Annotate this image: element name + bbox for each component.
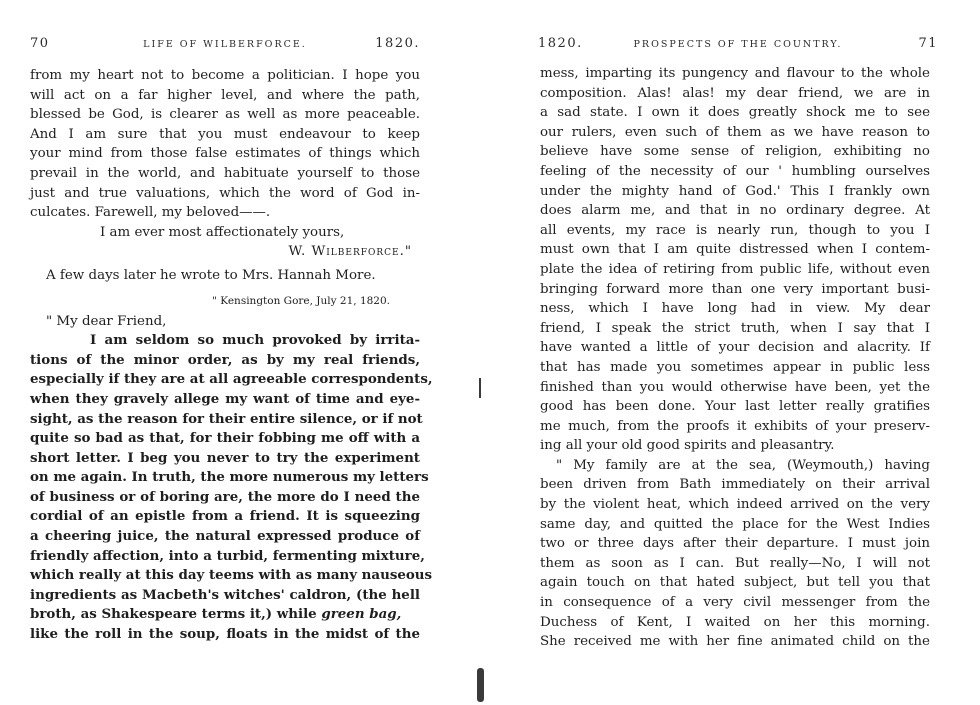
text-line: plate the idea of retiring from public life, without even — [540, 261, 930, 277]
left-page — [0, 0, 480, 705]
text-line: feeling of the necessity of our ' humbling ourselves — [540, 163, 930, 179]
text-line: that has made you sometimes appear in public less — [540, 359, 930, 375]
left-text-block — [30, 66, 433, 645]
text-line: when they gravely allege my want of time and eye- — [30, 390, 420, 407]
text-line: " My family are at the sea, (Weymouth,) having — [556, 457, 930, 473]
text-line: just and true valuations, which the word of God in- — [30, 185, 420, 201]
text-line: ing all your old good spirits and pleasantry. — [540, 438, 835, 454]
text-line: culcates. Farewell, my beloved——. — [30, 205, 271, 221]
text-line: believe have some sense of religion, exhibiting no — [540, 144, 930, 160]
text-line: bringing forward more than one very important busi- — [540, 281, 930, 297]
text-line: your mind from those false estimates of things which — [30, 146, 420, 162]
text-line: from my heart not to become a politician. I hope you — [30, 68, 420, 83]
text-line: by the violent heat, which indeed arrived on the very — [540, 497, 930, 513]
text-line: composition. Alas! alas! my dear friend, we are in — [540, 85, 930, 101]
text-line: our rulers, even such of them as we have reason to — [540, 124, 930, 140]
text-line: under the mighty hand of God.' This I frankly own — [540, 183, 930, 199]
signature: W. Wilberforce." — [288, 244, 412, 260]
right-text-block — [540, 64, 930, 652]
gutter-mark — [477, 668, 484, 702]
text-line: on me again. In truth, the more numerous my letters — [30, 469, 429, 486]
text-line: will act on a far higher level, and where the path, — [30, 87, 420, 103]
text-line: I am seldom so much provoked by irrita- — [90, 332, 420, 349]
text-line: must own that I am quite distressed when I contem- — [540, 242, 930, 258]
text-line: have wanted a little of your decision and alacrity. If — [540, 340, 930, 356]
text-line: me much, from the proofs it exhibits of your preserv- — [540, 418, 930, 434]
text-line: friend, I speak the strict truth, when I say that I — [540, 320, 930, 336]
text-line: short letter. I beg you never to try the experiment — [30, 449, 420, 466]
text-line: quite so bad as that, for their fobbing me off with a — [30, 430, 420, 447]
text-line: mess, imparting its pungency and flavour to the whole — [540, 66, 930, 81]
text-line: tions of the minor order, as by my real friends, — [30, 351, 420, 368]
text-line: like the roll in the soup, floats in the midst of the — [30, 626, 420, 643]
text-line: sight, as the reason for their entire silence, or if not — [30, 410, 423, 427]
right-page-number: 71 — [918, 36, 938, 51]
text-line: prevail in the world, and habituate yourself to those — [30, 165, 420, 181]
text-line: a sad state. I own it does greatly shock me to see — [540, 105, 930, 121]
right-running-year: 1820. — [538, 36, 583, 51]
text-segment: broth, as Shakespeare terms it,) while — [30, 606, 317, 623]
text-line: them as soon as I can. But really—No, I will not — [540, 555, 930, 571]
text-line: especially if they are at all agreeable correspondents, — [30, 371, 433, 388]
left-running-head — [30, 36, 420, 54]
text-line: two or three days after their departure. I must join — [540, 536, 930, 552]
italic-phrase: green bag, — [321, 606, 402, 623]
closing-line: I am ever most affectionately yours, — [100, 224, 345, 240]
text-line: blessed be God, is clearer as well as more peaceable. — [30, 107, 420, 123]
text-line: of business or of boring are, the more do I need the — [30, 488, 420, 505]
text-line: been driven from Bath immediately on their arrival — [540, 477, 930, 493]
left-page-number: 70 — [30, 36, 50, 51]
text-line: all events, my race is nearly run, though to you I — [540, 222, 930, 238]
text-line: finished than you would otherwise have been, yet the — [540, 379, 930, 395]
text-line: And I am sure that you must endeavour to keep — [30, 126, 420, 142]
text-line: cordial of an epistle from a friend. It is squeezing — [30, 508, 420, 525]
text-line: ness, which I have long had in view. My dear — [540, 301, 930, 317]
left-running-year: 1820. — [375, 36, 420, 51]
salutation: " My dear Friend, — [46, 313, 167, 329]
text-line: She received me with her fine animated child on the — [540, 634, 930, 650]
gutter-mark — [479, 378, 481, 398]
text-line: A few days later he wrote to Mrs. Hannah More. — [46, 267, 376, 283]
text-line-with-italic — [30, 605, 420, 625]
text-line: same day, and quitted the place for the West Indies — [540, 516, 930, 532]
text-line: in consequence of a very civil messenger from the — [540, 595, 930, 611]
right-running-title: PROSPECTS OF THE COUNTRY. — [633, 39, 843, 50]
letter-dateline: " Kensington Gore, July 21, 1820. — [212, 294, 390, 307]
text-line: friendly affection, into a turbid, fermenting mixture, — [30, 547, 425, 564]
text-line: Duchess of Kent, I waited on her this morning. — [540, 614, 930, 630]
left-running-title: LIFE OF WILBERFORCE. — [143, 39, 307, 50]
right-running-head — [538, 36, 938, 54]
text-line: good has been done. Your last letter really gratifies — [540, 399, 930, 415]
text-line: ingredients as Macbeth's witches' caldron, (the hell — [30, 586, 420, 603]
text-line: a cheering juice, the natural expressed produce of — [30, 528, 420, 545]
text-line: again touch on that hated subject, but tell you that — [540, 575, 930, 591]
text-line: does alarm me, and that in no ordinary degree. At — [540, 203, 930, 219]
right-page — [490, 0, 980, 705]
text-line: which really at this day teems with as many nauseous — [30, 567, 433, 584]
